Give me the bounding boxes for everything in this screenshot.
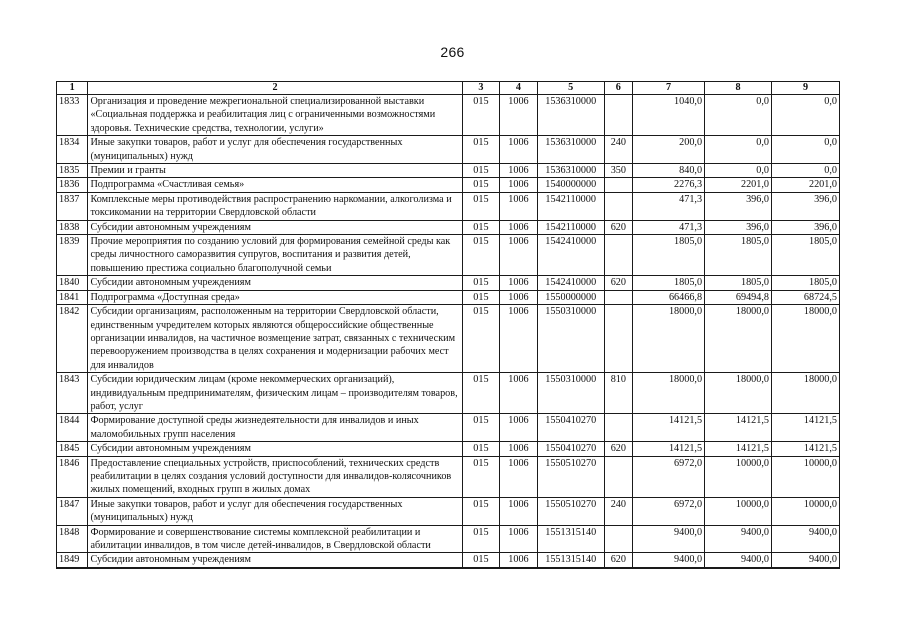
row-number: 1837 (57, 192, 88, 220)
row-amount-3: 2201,0 (771, 178, 839, 192)
table-row (57, 442, 840, 456)
row-section-code: 1006 (500, 553, 538, 568)
row-number: 1838 (57, 220, 88, 234)
row-target-code: 1550000000 (537, 290, 604, 304)
row-amount-2: 14121,5 (705, 414, 772, 442)
row-section-code: 1006 (500, 525, 538, 553)
row-amount-2: 0,0 (705, 136, 772, 164)
row-expense-type (604, 235, 632, 276)
row-section-code: 1006 (500, 95, 538, 136)
row-ministry-code: 015 (462, 276, 500, 290)
row-amount-3: 9400,0 (771, 553, 839, 568)
table-row (57, 276, 840, 290)
row-amount-3: 0,0 (771, 164, 839, 178)
row-amount-3: 1805,0 (771, 276, 839, 290)
row-section-code: 1006 (500, 192, 538, 220)
row-amount-1: 9400,0 (633, 525, 705, 553)
row-name: Формирование доступной среды жизнедеятельности для инвалидов и иных маломобильных групп населения (88, 414, 462, 442)
row-amount-3: 1805,0 (771, 235, 839, 276)
row-name: Субсидии автономным учреждениям (88, 553, 462, 568)
row-target-code: 1542110000 (537, 220, 604, 234)
row-name: Иные закупки товаров, работ и услуг для обеспечения государственных (муниципальных) нужд (88, 497, 462, 525)
row-name: Предоставление специальных устройств, приспособлений, технических средств реабилитации в целях создания условий доступности для инвалидов-колясочников жилых помещений, входных групп в жилых домах (88, 456, 462, 497)
row-target-code: 1551315140 (537, 553, 604, 568)
row-amount-2: 9400,0 (705, 525, 772, 553)
row-expense-type: 350 (604, 164, 632, 178)
row-ministry-code: 015 (462, 95, 500, 136)
table-row (57, 178, 840, 192)
column-header: 1 (57, 82, 88, 95)
row-section-code: 1006 (500, 456, 538, 497)
row-ministry-code: 015 (462, 178, 500, 192)
row-amount-1: 1805,0 (633, 276, 705, 290)
row-ministry-code: 015 (462, 456, 500, 497)
row-section-code: 1006 (500, 305, 538, 373)
row-amount-2: 396,0 (705, 192, 772, 220)
row-amount-3: 396,0 (771, 192, 839, 220)
row-amount-2: 0,0 (705, 164, 772, 178)
row-target-code: 1550410270 (537, 414, 604, 442)
row-amount-1: 2276,3 (633, 178, 705, 192)
row-expense-type: 620 (604, 220, 632, 234)
row-name: Субсидии юридическим лицам (кроме некоммерческих организаций), индивидуальным предпринимателям, физическим лицам – производителям товаров, работ, услуг (88, 373, 462, 414)
row-number: 1844 (57, 414, 88, 442)
row-name: Субсидии автономным учреждениям (88, 442, 462, 456)
row-expense-type: 810 (604, 373, 632, 414)
table-row (57, 192, 840, 220)
row-number: 1841 (57, 290, 88, 304)
row-expense-type (604, 305, 632, 373)
row-amount-3: 10000,0 (771, 497, 839, 525)
row-amount-2: 9400,0 (705, 553, 772, 568)
row-name: Субсидии организациям, расположенным на территории Свердловской области, единственным учредителем которых являются общероссийские общественные организации инвалидов, на частичное возмещение затрат, связанных с техническим перевооружением производства в целях сохранения и модернизации рабочих мест для инвалидов (88, 305, 462, 373)
row-amount-1: 18000,0 (633, 373, 705, 414)
row-expense-type (604, 95, 632, 136)
row-target-code: 1550410270 (537, 442, 604, 456)
table-row (57, 95, 840, 136)
table-row (57, 220, 840, 234)
row-amount-3: 0,0 (771, 136, 839, 164)
row-ministry-code: 015 (462, 136, 500, 164)
row-name: Иные закупки товаров, работ и услуг для обеспечения государственных (муниципальных) нужд (88, 136, 462, 164)
row-amount-2: 1805,0 (705, 235, 772, 276)
row-amount-3: 18000,0 (771, 305, 839, 373)
table-body (57, 95, 840, 568)
row-ministry-code: 015 (462, 220, 500, 234)
row-amount-1: 840,0 (633, 164, 705, 178)
budget-table (56, 81, 840, 569)
row-expense-type: 240 (604, 136, 632, 164)
row-number: 1835 (57, 164, 88, 178)
column-header: 6 (604, 82, 632, 95)
row-number: 1849 (57, 553, 88, 568)
row-target-code: 1550510270 (537, 497, 604, 525)
row-amount-2: 2201,0 (705, 178, 772, 192)
row-amount-3: 14121,5 (771, 442, 839, 456)
table-row (57, 290, 840, 304)
row-expense-type (604, 192, 632, 220)
table-row (57, 136, 840, 164)
row-amount-1: 6972,0 (633, 497, 705, 525)
row-amount-2: 10000,0 (705, 497, 772, 525)
row-amount-1: 18000,0 (633, 305, 705, 373)
row-number: 1834 (57, 136, 88, 164)
row-target-code: 1542410000 (537, 276, 604, 290)
row-target-code: 1550510270 (537, 456, 604, 497)
column-header: 7 (633, 82, 705, 95)
row-name: Формирование и совершенствование системы комплексной реабилитации и абилитации инвалидов, в том числе детей-инвалидов, в Свердловской области (88, 525, 462, 553)
row-target-code: 1551315140 (537, 525, 604, 553)
row-ministry-code: 015 (462, 305, 500, 373)
row-target-code: 1542410000 (537, 235, 604, 276)
row-expense-type (604, 414, 632, 442)
table-row (57, 497, 840, 525)
row-number: 1848 (57, 525, 88, 553)
row-ministry-code: 015 (462, 235, 500, 276)
row-name: Подпрограмма «Счастливая семья» (88, 178, 462, 192)
row-amount-3: 68724,5 (771, 290, 839, 304)
row-amount-3: 18000,0 (771, 373, 839, 414)
row-amount-1: 471,3 (633, 192, 705, 220)
row-amount-1: 1805,0 (633, 235, 705, 276)
table-row (57, 164, 840, 178)
table-row (57, 235, 840, 276)
row-target-code: 1540000000 (537, 178, 604, 192)
row-number: 1845 (57, 442, 88, 456)
row-amount-1: 6972,0 (633, 456, 705, 497)
row-amount-3: 10000,0 (771, 456, 839, 497)
table-row (57, 414, 840, 442)
row-amount-1: 14121,5 (633, 414, 705, 442)
row-name: Комплексные меры противодействия распространению наркомании, алкоголизма и токсикомании на территории Свердловской области (88, 192, 462, 220)
table-row (57, 553, 840, 568)
row-number: 1833 (57, 95, 88, 136)
table-row (57, 456, 840, 497)
row-name: Субсидии автономным учреждениям (88, 220, 462, 234)
row-expense-type (604, 456, 632, 497)
row-number: 1846 (57, 456, 88, 497)
row-section-code: 1006 (500, 164, 538, 178)
row-target-code: 1542110000 (537, 192, 604, 220)
column-header: 3 (462, 82, 500, 95)
row-target-code: 1536310000 (537, 95, 604, 136)
row-target-code: 1550310000 (537, 305, 604, 373)
column-header: 9 (771, 82, 839, 95)
table-row (57, 525, 840, 553)
row-section-code: 1006 (500, 442, 538, 456)
row-amount-2: 396,0 (705, 220, 772, 234)
row-section-code: 1006 (500, 235, 538, 276)
row-number: 1842 (57, 305, 88, 373)
row-expense-type: 620 (604, 276, 632, 290)
row-expense-type: 620 (604, 442, 632, 456)
row-amount-3: 14121,5 (771, 414, 839, 442)
row-ministry-code: 015 (462, 497, 500, 525)
row-section-code: 1006 (500, 220, 538, 234)
row-ministry-code: 015 (462, 290, 500, 304)
row-ministry-code: 015 (462, 525, 500, 553)
row-name: Субсидии автономным учреждениям (88, 276, 462, 290)
row-ministry-code: 015 (462, 442, 500, 456)
row-amount-1: 200,0 (633, 136, 705, 164)
row-amount-1: 14121,5 (633, 442, 705, 456)
row-ministry-code: 015 (462, 414, 500, 442)
row-number: 1836 (57, 178, 88, 192)
row-amount-2: 14121,5 (705, 442, 772, 456)
row-section-code: 1006 (500, 373, 538, 414)
row-expense-type (604, 525, 632, 553)
row-section-code: 1006 (500, 290, 538, 304)
row-amount-1: 66466,8 (633, 290, 705, 304)
page-number: 266 (440, 44, 465, 60)
row-section-code: 1006 (500, 414, 538, 442)
row-amount-2: 1805,0 (705, 276, 772, 290)
row-number: 1840 (57, 276, 88, 290)
column-header: 4 (500, 82, 538, 95)
row-target-code: 1536310000 (537, 136, 604, 164)
row-expense-type (604, 178, 632, 192)
row-ministry-code: 015 (462, 553, 500, 568)
row-amount-3: 9400,0 (771, 525, 839, 553)
row-expense-type: 620 (604, 553, 632, 568)
row-target-code: 1550310000 (537, 373, 604, 414)
row-amount-2: 69494,8 (705, 290, 772, 304)
row-section-code: 1006 (500, 276, 538, 290)
row-name: Премии и гранты (88, 164, 462, 178)
row-amount-1: 1040,0 (633, 95, 705, 136)
row-amount-1: 9400,0 (633, 553, 705, 568)
row-amount-3: 0,0 (771, 95, 839, 136)
row-name: Прочие мероприятия по созданию условий для формирования семейной среды как среды личностного саморазвития супругов, воспитания и развития детей, повышению престижа социально благополучной семьи (88, 235, 462, 276)
row-amount-3: 396,0 (771, 220, 839, 234)
row-name: Организация и проведение межрегиональной специализированной выставки «Социальная поддержка и реабилитация лиц с ограниченными возможностями здоровья. Технические средства, технологии, услуги» (88, 95, 462, 136)
row-number: 1847 (57, 497, 88, 525)
column-header: 8 (705, 82, 772, 95)
row-ministry-code: 015 (462, 373, 500, 414)
row-amount-2: 10000,0 (705, 456, 772, 497)
row-name: Подпрограмма «Доступная среда» (88, 290, 462, 304)
row-section-code: 1006 (500, 178, 538, 192)
table-row (57, 305, 840, 373)
table-row (57, 373, 840, 414)
column-header: 5 (537, 82, 604, 95)
row-ministry-code: 015 (462, 164, 500, 178)
row-section-code: 1006 (500, 497, 538, 525)
row-amount-2: 18000,0 (705, 305, 772, 373)
row-amount-2: 18000,0 (705, 373, 772, 414)
row-amount-1: 471,3 (633, 220, 705, 234)
row-amount-2: 0,0 (705, 95, 772, 136)
row-ministry-code: 015 (462, 192, 500, 220)
table-header-row (57, 82, 840, 95)
row-expense-type: 240 (604, 497, 632, 525)
row-number: 1843 (57, 373, 88, 414)
row-section-code: 1006 (500, 136, 538, 164)
column-header: 2 (88, 82, 462, 95)
row-target-code: 1536310000 (537, 164, 604, 178)
row-number: 1839 (57, 235, 88, 276)
row-expense-type (604, 290, 632, 304)
